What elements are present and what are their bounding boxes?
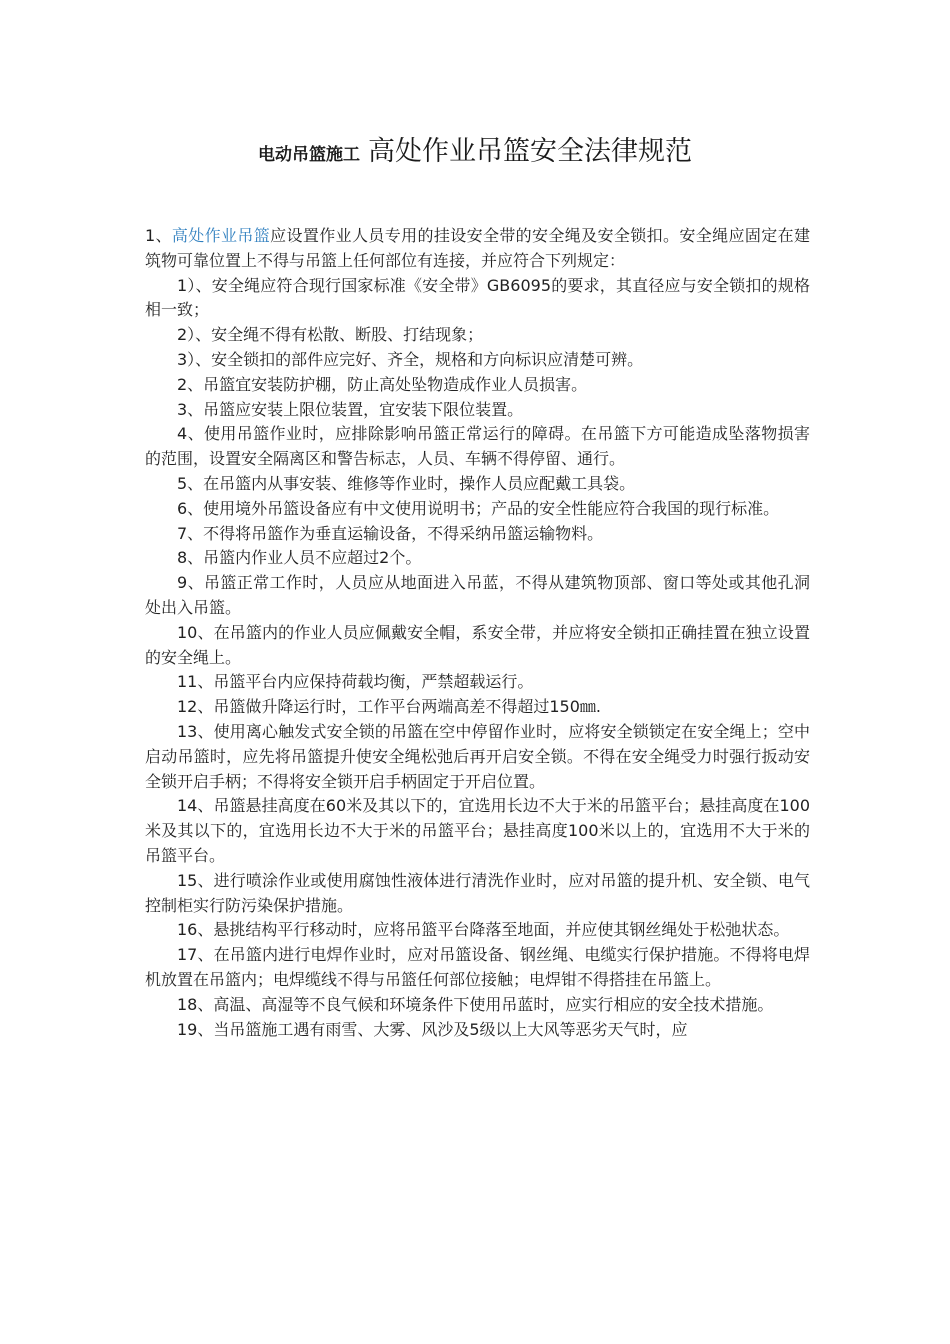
paragraph: 13、使用离心触发式安全锁的吊篮在空中停留作业时，应将安全锁锁定在安全绳上；空中启动吊篮时，应先将吊篮提升使安全绳松弛后再开启安全锁。不得在安全绳受力时强行扳动安全锁开启手柄；不得将安全锁开启手柄固定于开启位置。 <box>145 721 810 791</box>
title-prefix: 电动吊篮施工 <box>258 145 360 165</box>
paragraph: 17、在吊篮内进行电焊作业时，应对吊篮设备、钢丝绳、电缆实行保护措施。不得将电焊机放置在吊篮内；电焊缆线不得与吊篮任何部位接触；电焊钳不得搭挂在吊篮上。 <box>145 945 810 989</box>
paragraph: 5、在吊篮内从事安装、维修等作业时，操作人员应配戴工具袋。 <box>177 473 636 493</box>
paragraph: 16、悬挑结构平行移动时，应将吊篮平台降落至地面，并应使其钢丝绳处于松弛状态。 <box>177 920 790 940</box>
paragraph-intro <box>145 224 810 274</box>
title-main: 高处作业吊篮安全法律规范 <box>368 136 692 167</box>
paragraph: 14、吊篮悬挂高度在60米及其以下的，宜选用长边不大于米的吊篮平台；悬挂高度在100米及其以下的，宜选用长边不大于米的吊篮平台；悬挂高度100米以上的，宜选用不大于米的吊篮平台。 <box>145 796 810 865</box>
paragraph: 12、吊篮做升降运行时，工作平台两端高差不得超过150㎜. <box>177 697 601 717</box>
paragraph: 3）、安全锁扣的部件应完好、齐全，规格和方向标识应清楚可辨。 <box>177 349 644 369</box>
paragraph: 18、高温、高湿等不良气候和环境条件下使用吊蓝时，应实行相应的安全技术措施。 <box>177 994 774 1014</box>
document-title <box>0 132 950 175</box>
paragraph: 1）、安全绳应符合现行国家标准《安全带》GB6095的要求，其直径应与安全锁扣的规格相一致； <box>145 275 810 320</box>
paragraph: 3、吊篮应安装上限位装置，宜安装下限位装置。 <box>177 399 524 419</box>
paragraph: 2）、安全绳不得有松散、断股、打结现象； <box>177 325 484 345</box>
paragraph: 7、不得将吊篮作为垂直运输设备，不得采纳吊篮运输物料。 <box>177 523 604 543</box>
paragraph: 10、在吊篮内的作业人员应佩戴安全帽，系安全带，并应将安全锁扣正确挂置在独立设置的安全绳上。 <box>145 622 810 667</box>
paragraph: 8、吊篮内作业人员不应超过2个。 <box>177 548 422 568</box>
paragraph: 11、吊篮平台内应保持荷载均衡，严禁超载运行。 <box>177 672 534 692</box>
intro-text: 应设置作业人员专用的挂设安全带的安全绳及安全锁扣。安全绳应固定在建筑物可靠位置上不得与吊篮上任何部位有连接，并应符合下列规定： <box>145 226 810 270</box>
document-body <box>145 224 810 1042</box>
paragraph: 9、吊篮正常工作时，人员应从地面进入吊蓝，不得从建筑物顶部、窗口等处或其他孔洞处出入吊篮。 <box>145 573 810 617</box>
paragraph: 6、使用境外吊篮设备应有中文使用说明书；产品的安全性能应符合我国的现行标准。 <box>177 498 780 518</box>
paragraph: 19、当吊篮施工遇有雨雪、大雾、风沙及5级以上大风等恶劣天气时，应 <box>177 1019 688 1039</box>
intro-link[interactable]: 高处作业吊篮 <box>171 226 271 245</box>
paragraph: 2、吊篮宜安装防护棚，防止高处坠物造成作业人员损害。 <box>177 374 588 394</box>
paragraph: 4、使用吊篮作业时，应排除影响吊篮正常运行的障碍。在吊篮下方可能造成坠落物损害的范围，设置安全隔离区和警告标志，人员、车辆不得停留、通行。 <box>145 424 810 469</box>
paragraph: 15、进行喷涂作业或使用腐蚀性液体进行清洗作业时，应对吊篮的提升机、安全锁、电气控制柜实行防污染保护措施。 <box>145 870 810 915</box>
intro-number: 1、 <box>145 226 172 245</box>
